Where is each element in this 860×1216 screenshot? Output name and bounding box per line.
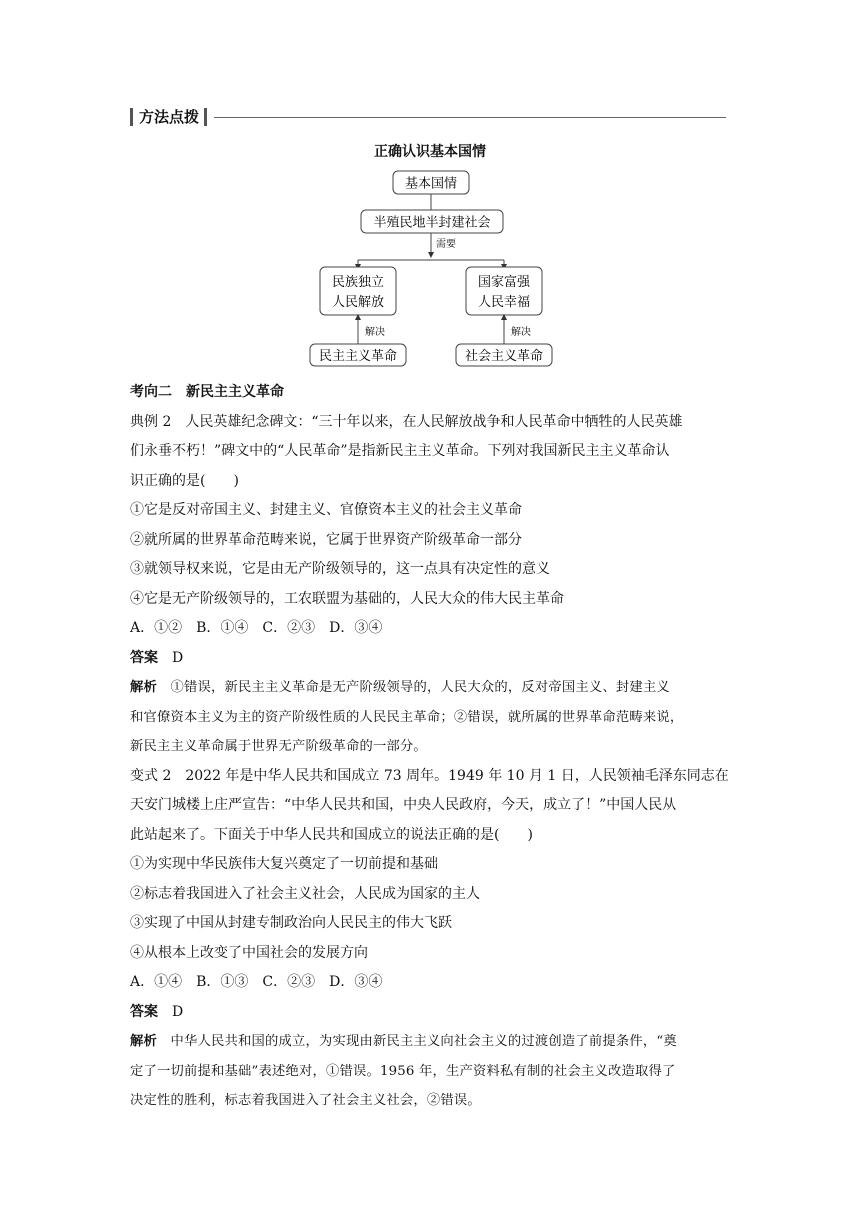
line-text: ①为实现中华民族伟大复兴奠定了一切前提和基础 bbox=[130, 856, 438, 872]
text-line bbox=[130, 378, 738, 408]
answer-label: 解析 bbox=[130, 680, 157, 695]
line-text: 中华人民共和国的成立，为实现由新民主主义向社会主义的过渡创造了前提条件，“奠 bbox=[170, 1034, 677, 1049]
text-line bbox=[130, 791, 738, 821]
text-line bbox=[130, 673, 738, 703]
section-heading: 考向二 新民主主义革命 bbox=[130, 384, 284, 400]
line-text: D bbox=[172, 649, 184, 666]
text-line bbox=[130, 998, 738, 1028]
line-text: 定了一切前提和基础”表述绝对，①错误。1956 年，生产资料私有制的社会主义改造取得了 bbox=[130, 1063, 676, 1079]
line-text: 决定性的胜利，标志着我国进入了社会主义社会，②错误。 bbox=[130, 1093, 481, 1108]
answer-label: 答案 bbox=[130, 649, 158, 666]
text-line bbox=[130, 1027, 738, 1057]
text-line bbox=[130, 1086, 738, 1116]
flow-diagram bbox=[300, 164, 570, 372]
text-line bbox=[130, 880, 738, 910]
text-line bbox=[130, 821, 738, 851]
section-header bbox=[130, 106, 726, 128]
text-line bbox=[130, 437, 738, 467]
line-text: 此站起来了。下面关于中华人民共和国成立的说法正确的是( ) bbox=[130, 826, 533, 843]
text-line bbox=[130, 939, 738, 969]
text-line bbox=[130, 467, 738, 497]
line-text: 天安门城楼上庄严宣告：“中华人民共和国，中央人民政府，今天，成立了！”中国人民从 bbox=[130, 797, 677, 813]
text-line bbox=[130, 585, 738, 615]
text-line bbox=[130, 850, 738, 880]
box-middle-text: 半殖民地半封建社会 bbox=[373, 215, 491, 231]
need-label: 需要 bbox=[436, 239, 456, 250]
line-text: ③就领导权来说，它是由无产阶级领导的，这一点具有决定性的意义 bbox=[130, 561, 550, 577]
line-text: ④从根本上改变了中国社会的发展方向 bbox=[130, 944, 368, 961]
solve-left-label: 解决 bbox=[365, 327, 385, 338]
line-text: ②就所属的世界革命范畴来说，它属于世界资产阶级革命一部分 bbox=[130, 531, 522, 548]
box-left-goal-line2: 人民解放 bbox=[331, 295, 385, 310]
section-header-label: 方法点拨 bbox=[139, 108, 200, 126]
text-line bbox=[130, 732, 738, 762]
text-line bbox=[130, 909, 738, 939]
line-text: 识正确的是( ) bbox=[130, 472, 239, 489]
section-header-rule bbox=[214, 117, 726, 118]
text-line bbox=[130, 555, 738, 585]
text-line bbox=[130, 614, 738, 644]
box-right-goal-line1: 国家富强 bbox=[477, 275, 531, 290]
line-text: 新民主主义革命属于世界无产阶级革命的一部分。 bbox=[130, 739, 427, 754]
line-text: 和官僚资本主义为主的资产阶级性质的人民民主革命；②错误，就所属的世界革命范畴来说， bbox=[130, 709, 684, 725]
line-text: ①它是反对帝国主义、封建主义、官僚资本主义的社会主义革命 bbox=[130, 502, 522, 518]
box-left-bottom-text: 民主主义革命 bbox=[318, 349, 398, 364]
section-header-bar-end bbox=[204, 108, 207, 126]
line-text: 典例 2 人民英雄纪念碑文：“三十年以来，在人民解放战争和人民革命中牺牲的人民英雄 bbox=[130, 413, 683, 430]
section-header-bar bbox=[130, 108, 133, 126]
text-line bbox=[130, 703, 738, 733]
text-line bbox=[130, 496, 738, 526]
box-right-goal-line2: 人民幸福 bbox=[477, 295, 531, 310]
line-text: ④它是无产阶级领导的，工农联盟为基础的，人民大众的伟大民主革命 bbox=[130, 590, 564, 607]
box-left-goal-line1: 民族独立 bbox=[331, 275, 385, 290]
line-text: ①错误，新民主主义革命是无产阶级领导的，人民大众的，反对帝国主义、封建主义 bbox=[170, 680, 670, 695]
line-text: D bbox=[172, 1003, 184, 1020]
text-line bbox=[130, 526, 738, 556]
solve-right-label: 解决 bbox=[511, 327, 531, 338]
text-line bbox=[130, 408, 738, 438]
line-text: ③实现了中国从封建专制政治向人民民主的伟大飞跃 bbox=[130, 915, 452, 931]
document-body bbox=[130, 378, 738, 1116]
line-text: ②标志着我国进入了社会主义社会，人民成为国家的主人 bbox=[130, 885, 480, 902]
line-text: A．①④ B．①③ C．②③ D．③④ bbox=[130, 974, 383, 990]
answer-label: 解析 bbox=[130, 1034, 157, 1049]
text-line bbox=[130, 644, 738, 674]
diagram-title: 正确认识基本国情 bbox=[374, 144, 486, 160]
text-line bbox=[130, 968, 738, 998]
line-text: 们永垂不朽！”碑文中的“人民革命”是指新民主主义革命。下列对我国新民主主义革命认 bbox=[130, 443, 670, 459]
line-text: A．①② B．①④ C．②③ D．③④ bbox=[130, 620, 383, 636]
box-right-bottom-text: 社会主义革命 bbox=[464, 349, 544, 364]
box-basic-text: 基本国情 bbox=[404, 176, 458, 192]
line-text: 变式 2 2022 年是中华人民共和国成立 73 周年。1949 年 10 月 1 日，人民领袖毛泽东同志在 bbox=[130, 767, 729, 784]
answer-label: 答案 bbox=[130, 1003, 158, 1020]
text-line bbox=[130, 762, 738, 792]
text-line bbox=[130, 1057, 738, 1087]
